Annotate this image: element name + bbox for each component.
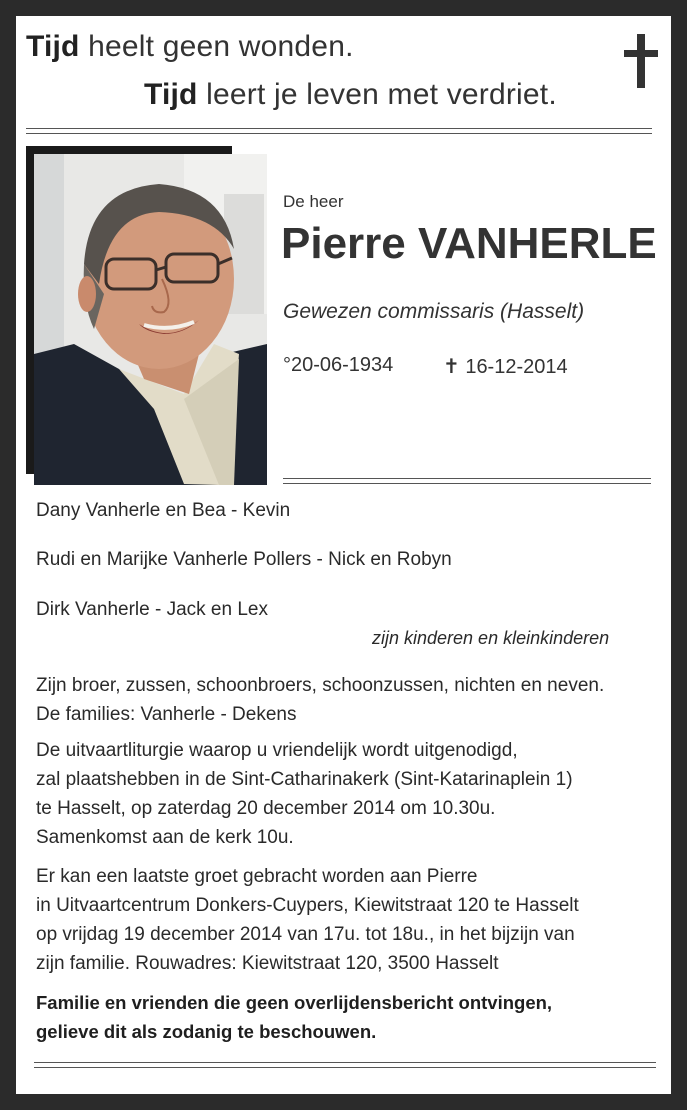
paragraph-line: De uitvaartliturgie waarop u vriendelijk wordt uitgenodigd,: [36, 740, 518, 761]
divider-bottom-2: [34, 1067, 656, 1068]
motto-line-2: Tijd leert je leven met verdriet.: [144, 78, 557, 111]
death-date: ✝ 16-12-2014: [443, 356, 568, 378]
notice-paragraph: [36, 988, 552, 1046]
title-prefix: De heer: [283, 192, 344, 211]
family-line: Dany Vanherle en Bea - Kevin: [36, 500, 291, 521]
paragraph-line: zal plaatshebben in de Sint-Catharinakerk (Sint-Katarinaplein 1): [36, 769, 573, 790]
obituary-card: [16, 16, 671, 1094]
divider-mid: [283, 478, 651, 479]
funeral-paragraph: [36, 736, 573, 852]
birth-date: °20-06-1934: [283, 354, 394, 376]
paragraph-line: te Hasselt, op zaterdag 20 december 2014 om 10.30u.: [36, 798, 496, 819]
deceased-role: Gewezen commissaris (Hasselt): [283, 300, 585, 323]
cross-icon: [624, 34, 658, 88]
paragraph-line: gelieve dit als zodanig te beschouwen.: [36, 1021, 377, 1042]
family-line: Rudi en Marijke Vanherle Pollers - Nick en Robyn: [36, 549, 452, 570]
paragraph-line: in Uitvaartcentrum Donkers-Cuypers, Kiewitstraat 120 te Hasselt: [36, 895, 579, 916]
paragraph-line: Er kan een laatste groet gebracht worden aan Pierre: [36, 866, 478, 887]
family-line: Dirk Vanherle - Jack en Lex: [36, 599, 268, 620]
divider-top: [26, 128, 652, 129]
paragraph-line: op vrijdag 19 december 2014 van 17u. tot 18u., in het bijzijn van: [36, 924, 575, 945]
paragraph-line: De families: Vanherle - Dekens: [36, 704, 297, 725]
paragraph-line: Samenkomst aan de kerk 10u.: [36, 827, 294, 848]
motto-line-1: Tijd heelt geen wonden.: [26, 30, 354, 63]
divider-top-2: [26, 133, 652, 134]
relatives-paragraph: [36, 671, 604, 729]
paragraph-line: zijn familie. Rouwadres: Kiewitstraat 120, 3500 Hasselt: [36, 953, 499, 974]
paragraph-line: Zijn broer, zussen, schoonbroers, schoonzussen, nichten en neven.: [36, 675, 605, 696]
portrait-photo: [34, 154, 267, 485]
farewell-paragraph: [36, 862, 579, 978]
divider-bottom: [34, 1062, 656, 1063]
deceased-name: Pierre VANHERLE: [281, 219, 657, 268]
divider-mid-2: [283, 483, 651, 484]
family-caption: zijn kinderen en kleinkinderen: [372, 628, 610, 648]
life-dates: [283, 354, 568, 378]
paragraph-line: Familie en vrienden die geen overlijdensbericht ontvingen,: [36, 992, 553, 1013]
